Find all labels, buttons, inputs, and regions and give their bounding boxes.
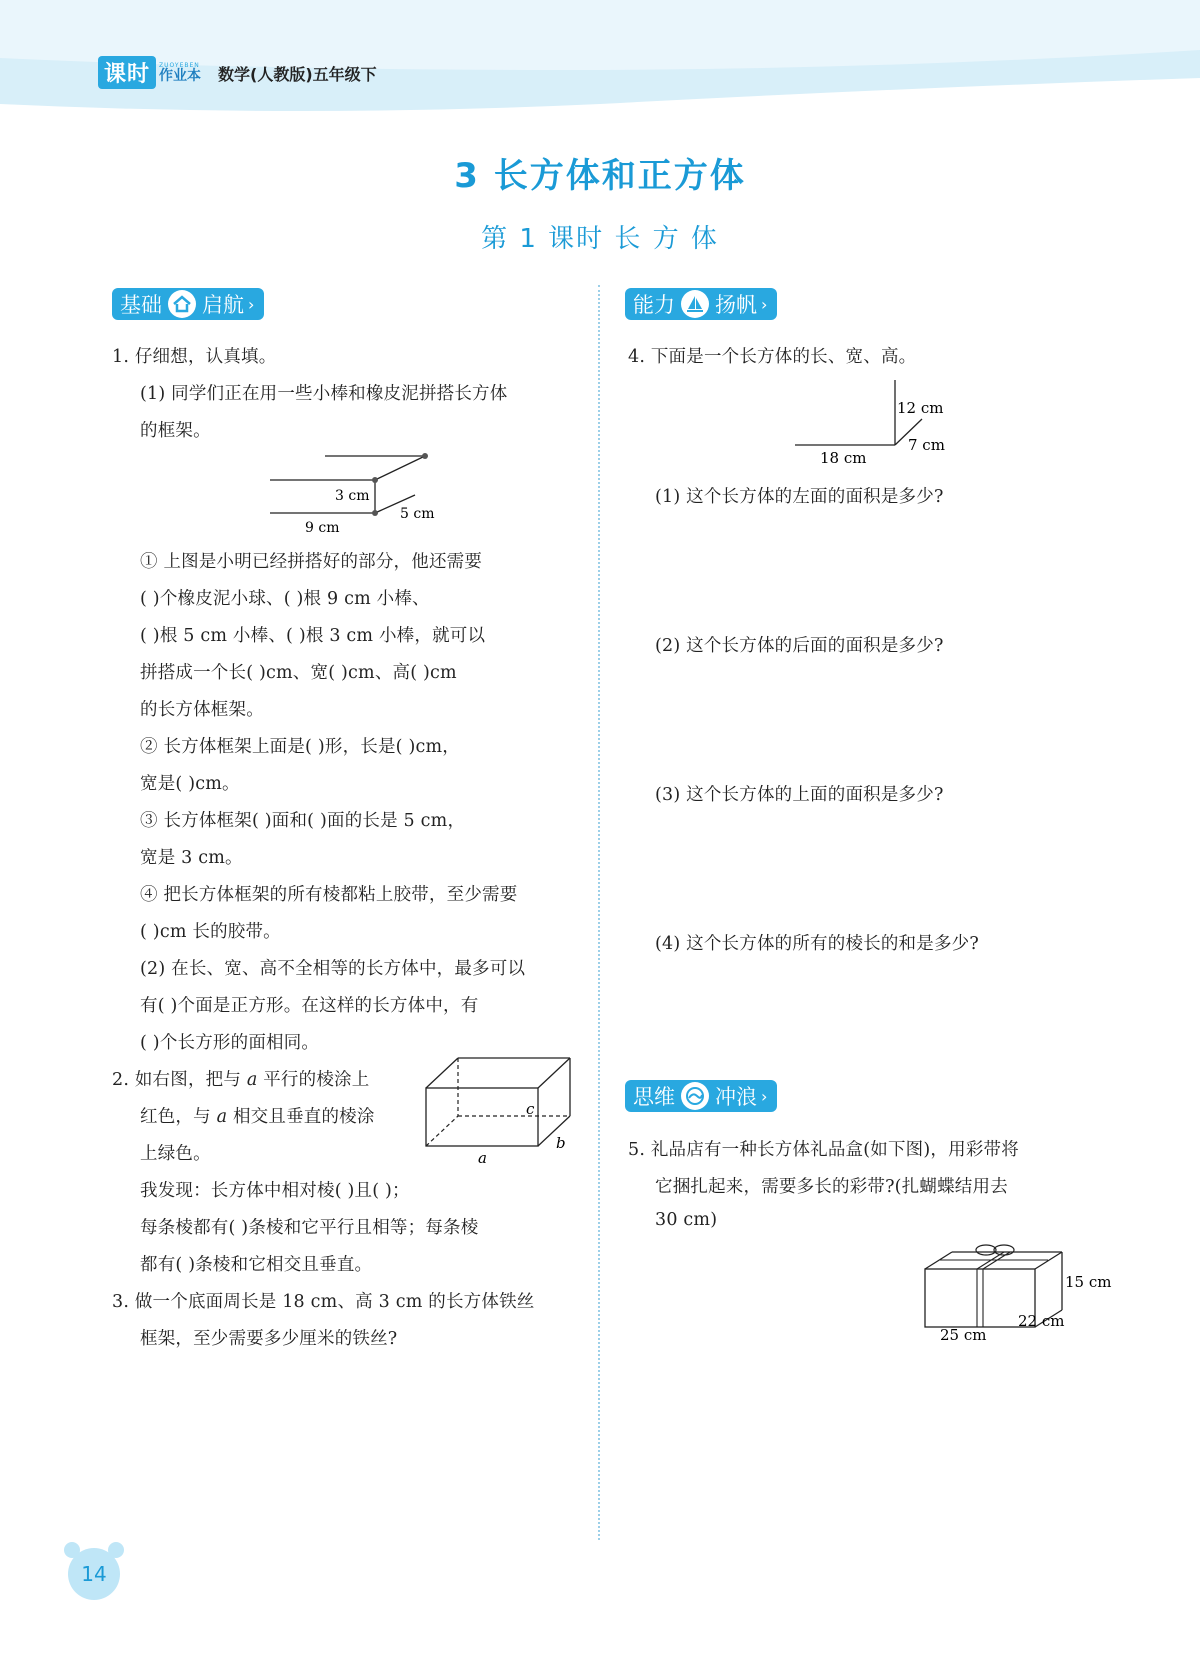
- sail-icon: [681, 290, 709, 318]
- q1-title: 1. 仔细想，认真填。: [112, 347, 277, 367]
- q3-line2: 框架，至少需要多少厘米的铁丝?: [140, 1329, 398, 1349]
- q4-4: (4) 这个长方体的所有的棱长的和是多少?: [655, 934, 979, 954]
- q1d-line1: ④ 把长方体框架的所有棱都粘上胶带，至少需要: [140, 885, 518, 905]
- section-badge-ability: [625, 288, 777, 320]
- q1-2-line1: (2) 在长、宽、高不全相等的长方体中，最多可以: [140, 959, 526, 979]
- fig2-label-c: c: [526, 1100, 535, 1118]
- fig1-width-label: 5 cm: [400, 506, 435, 522]
- q1-2-line3: ( )个长方形的面相同。: [140, 1033, 320, 1053]
- fig1-height-label: 3 cm: [335, 488, 370, 504]
- figure-lwh: [790, 375, 970, 470]
- q1b-line1: ② 长方体框架上面是( )形，长是( )cm，: [140, 737, 460, 757]
- q5-line1: 5. 礼品店有一种长方体礼品盒(如下图)，用彩带将: [628, 1140, 1019, 1160]
- q1-1-line1: (1) 同学们正在用一些小棒和橡皮泥拼搭长方体: [140, 384, 508, 404]
- q5-line2: 它捆扎起来，需要多长的彩带?(扎蝴蝶结用去: [655, 1177, 1008, 1197]
- badge-thinking-word1: 思维: [633, 1085, 675, 1109]
- q2-line3: 上绿色。: [140, 1144, 211, 1164]
- figure-frame-partial: [270, 448, 450, 538]
- q1a-line5: 的长方体框架。: [140, 700, 264, 720]
- logo-main: 课时: [98, 56, 156, 89]
- q1a-line2: ( )个橡皮泥小球、( )根 9 cm 小棒、: [140, 589, 430, 609]
- page-number: 14: [68, 1548, 120, 1600]
- fig5-length-label: 25 cm: [940, 1326, 987, 1344]
- q1a-line1: ① 上图是小明已经拼搭好的部分，他还需要: [140, 552, 483, 572]
- q2-line1: 2. 如右图，把与 a 平行的棱涂上: [112, 1070, 370, 1090]
- fig5-width-label: 22 cm: [1018, 1312, 1065, 1330]
- wave-icon: [681, 1082, 709, 1110]
- q1-2-line2: 有( )个面是正方形。在这样的长方体中，有: [140, 996, 479, 1016]
- q2-line5: 每条棱都有( )条棱和它平行且相等；每条棱: [140, 1218, 479, 1238]
- section-badge-basic: [112, 288, 264, 320]
- house-icon: [168, 290, 196, 318]
- chapter-title: 3 长方体和正方体: [454, 156, 746, 196]
- logo-text: 作业本: [159, 67, 202, 84]
- badge-basic-word2: 启航: [202, 293, 244, 317]
- header-band: [0, 0, 1200, 110]
- badge-ability-word1: 能力: [633, 293, 675, 317]
- q1d-line2: ( )cm 长的胶带。: [140, 922, 281, 942]
- fig4-height-label: 12 cm: [897, 399, 944, 417]
- column-divider: [598, 285, 600, 1540]
- q1a-line4: 拼搭成一个长( )cm、宽( )cm、高( )cm: [140, 663, 457, 683]
- q4-3: (3) 这个长方体的上面的面积是多少?: [655, 785, 944, 805]
- lesson-title: 第 1 课时 长 方 体: [481, 224, 719, 254]
- q1-1-line2: 的框架。: [140, 421, 211, 441]
- figure-cuboid-edges: [418, 1048, 578, 1168]
- fig2-label-b: b: [556, 1134, 566, 1152]
- badge-ability-word2: 扬帆: [715, 293, 757, 317]
- q5-line3: 30 cm): [655, 1210, 718, 1230]
- logo-small: ZUOYEBEN: [159, 61, 200, 69]
- q4-title: 4. 下面是一个长方体的长、宽、高。: [628, 347, 917, 367]
- fig1-length-label: 9 cm: [305, 520, 340, 536]
- book-title: 数学(人教版)五年级下: [218, 65, 377, 84]
- q2-line4: 我发现：长方体中相对棱( )且( )；: [140, 1181, 410, 1201]
- badge-basic-word1: 基础: [120, 293, 162, 317]
- brand-logo: [98, 56, 201, 89]
- q1b-line2: 宽是( )cm。: [140, 774, 240, 794]
- fig4-length-label: 18 cm: [820, 449, 867, 467]
- badge-thinking-word2: 冲浪: [715, 1085, 757, 1109]
- chevron-right-icon: ›: [248, 294, 255, 314]
- section-badge-thinking: [625, 1080, 777, 1112]
- q1c-line1: ③ 长方体框架( )面和( )面的长是 5 cm，: [140, 811, 466, 831]
- q4-1: (1) 这个长方体的左面的面积是多少?: [655, 487, 944, 507]
- figure-gift-box: [920, 1242, 1112, 1344]
- q2-line2: 红色，与 a 相交且垂直的棱涂: [140, 1107, 375, 1127]
- chevron-right-icon: ›: [761, 1086, 768, 1106]
- q1a-line3: ( )根 5 cm 小棒、( )根 3 cm 小棒，就可以: [140, 626, 486, 646]
- q1c-line2: 宽是 3 cm。: [140, 848, 243, 868]
- chevron-right-icon: ›: [761, 294, 768, 314]
- q4-2: (2) 这个长方体的后面的面积是多少?: [655, 636, 944, 656]
- q3-line1: 3. 做一个底面周长是 18 cm、高 3 cm 的长方体铁丝: [112, 1292, 535, 1312]
- fig4-width-label: 7 cm: [908, 436, 945, 454]
- fig5-height-label: 15 cm: [1065, 1273, 1112, 1291]
- q2-line6: 都有( )条棱和它相交且垂直。: [140, 1255, 373, 1275]
- fig2-label-a: a: [478, 1149, 487, 1167]
